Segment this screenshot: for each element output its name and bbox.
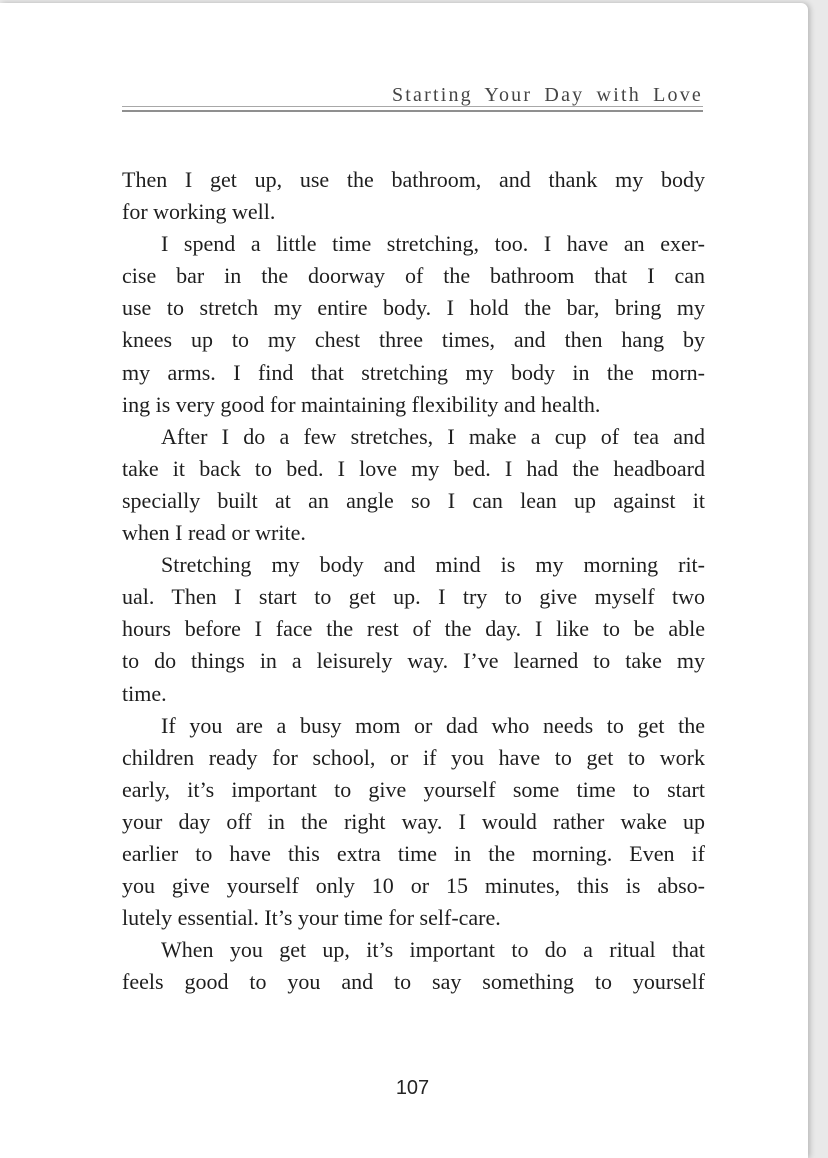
text-line: lutely essential. It’s your time for self-care. [122,905,501,931]
text-line: feels good to you and to say something to yourself [122,969,705,995]
text-line: I spend a little time stretching, too. I have an exer- [161,231,705,257]
text-line: hours before I face the rest of the day. I like to be able [122,616,705,642]
text-line: my arms. I find that stretching my body in the morn- [122,359,705,385]
text-line: earlier to have this extra time in the morning. Even if [122,840,705,866]
body-text [122,164,705,998]
text-line: for working well. [122,199,276,225]
text-line: cise bar in the doorway of the bathroom that I can [122,263,705,289]
text-line: children ready for school, or if you have to get to work [122,744,705,770]
text-line: If you are a busy mom or dad who needs to get the [161,712,705,738]
text-line: After I do a few stretches, I make a cup of tea and [161,423,705,449]
text-line: when I read or write. [122,520,306,546]
page-number: 107 [395,1077,430,1099]
running-header-title: Starting Your Day with Love [391,84,703,106]
text-line: your day off in the right way. I would rather wake up [122,808,705,834]
text-line: use to stretch my entire body. I hold the bar, bring my [122,295,705,321]
text-line: specially built at an angle so I can lean up against it [122,487,705,513]
text-line: knees up to my chest three times, and then hang by [122,327,705,353]
text-line: Then I get up, use the bathroom, and thank my body [122,167,705,192]
text-line: ual. Then I start to get up. I try to give myself two [122,584,705,610]
header-divider-rule [122,106,703,112]
text-line: early, it’s important to give yourself some time to start [122,776,705,802]
book-page [0,3,808,1158]
text-line: time. [122,680,167,706]
text-line: ing is very good for maintaining flexibility and health. [122,391,601,417]
text-line: Stretching my body and mind is my morning rit- [161,552,705,578]
text-line: When you get up, it’s important to do a ritual that [161,937,705,963]
text-line: to do things in a leisurely way. I’ve learned to take my [122,648,705,674]
text-line: take it back to bed. I love my bed. I had the headboard [122,455,705,481]
text-line: you give yourself only 10 or 15 minutes, this is abso- [122,873,705,899]
